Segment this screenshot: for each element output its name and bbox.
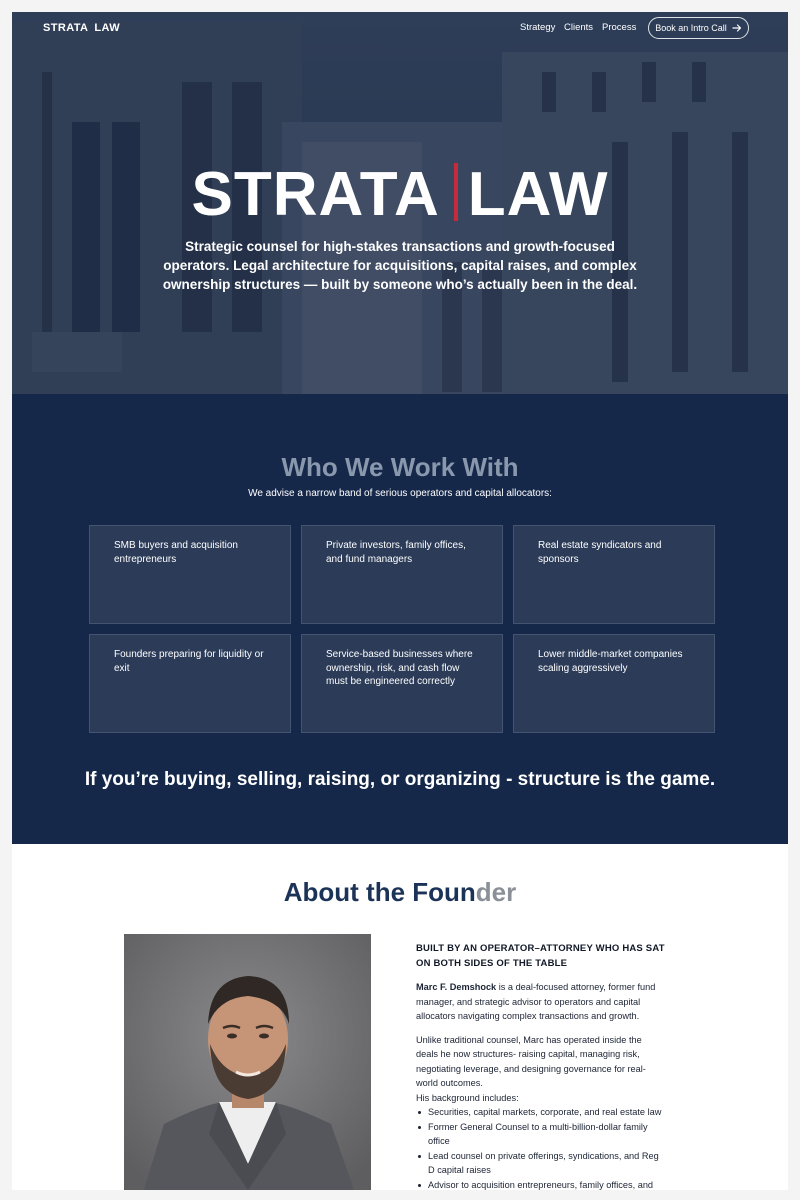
client-card: Founders preparing for liquidity or exit bbox=[89, 634, 291, 733]
about-title-fade: der bbox=[475, 877, 517, 907]
about-founder-section bbox=[12, 844, 788, 1190]
founder-photo bbox=[124, 934, 371, 1190]
who-subtitle: We advise a narrow band of serious operators and capital allocators: bbox=[248, 488, 552, 499]
nav-link-clients[interactable]: Clients bbox=[564, 22, 594, 33]
arrow-right-icon bbox=[732, 23, 742, 33]
about-intro bbox=[416, 980, 666, 1024]
hero-title-divider bbox=[454, 163, 458, 221]
nav-link-strategy[interactable]: Strategy bbox=[520, 22, 556, 33]
hero-title-left: STRATA bbox=[191, 160, 440, 229]
nav-link-process[interactable]: Process bbox=[602, 22, 637, 33]
book-intro-call-button[interactable] bbox=[648, 17, 749, 39]
about-title bbox=[12, 877, 788, 908]
hero-logo-title bbox=[12, 162, 788, 228]
structure-tagline: If you’re buying, selling, raising, or organizing - structure is the game. bbox=[84, 769, 716, 790]
who-we-work-with-section bbox=[12, 394, 788, 844]
about-title-main: About the Foun bbox=[283, 877, 476, 907]
background-list bbox=[416, 1105, 666, 1190]
nav-logo[interactable] bbox=[43, 22, 120, 34]
about-paragraph: Unlike traditional counsel, Marc has operated inside the deals he now structures- raising capital, managing risk, negotiating leverage, and designing governance for real-world outcomes. bbox=[416, 1034, 646, 1088]
nav-logo-left: STRATA bbox=[43, 22, 89, 34]
client-card: Lower middle-market companies scaling aggressively bbox=[513, 634, 715, 733]
top-nav bbox=[12, 12, 788, 46]
page-frame bbox=[12, 12, 788, 1190]
hero-subtitle: Strategic counsel for high-stakes transactions and growth-focused operators. Legal architecture for acquisitions, capital raises, and complex ownership structures — built by someone who’s actually been in the deal. bbox=[162, 239, 638, 292]
list-item: Former General Counsel to a multi-billion-dollar family office bbox=[416, 1120, 666, 1149]
client-card: Service-based businesses where ownership, risk, and cash flow must be engineered correctly bbox=[301, 634, 503, 733]
founder-name: Marc F. Demshock bbox=[416, 982, 497, 992]
background-label: His background includes: bbox=[416, 1092, 519, 1103]
about-intro-rest: is a deal-focused attorney, former fund manager, and strategic advisor to operators and capital allocators navigating complex transactions and growth. bbox=[416, 982, 656, 1021]
client-card: SMB buyers and acquisition entrepreneurs bbox=[89, 525, 291, 624]
list-item: Lead counsel on private offerings, syndications, and Reg D capital raises bbox=[416, 1149, 666, 1178]
hero-section bbox=[12, 12, 788, 394]
about-heading: BUILT BY AN OPERATOR–ATTORNEY WHO HAS SAT ON BOTH SIDES OF THE TABLE bbox=[416, 943, 665, 969]
founder-portrait bbox=[124, 934, 371, 1190]
book-intro-call-label: Book an Intro Call bbox=[655, 23, 727, 33]
list-item: Securities, capital markets, corporate, and real estate law bbox=[416, 1105, 666, 1120]
who-title: Who We Work With bbox=[281, 452, 519, 482]
hero-title-right: LAW bbox=[467, 160, 609, 229]
nav-logo-right: LAW bbox=[94, 22, 121, 34]
client-card: Private investors, family offices, and fund managers bbox=[301, 525, 503, 624]
client-card: Real estate syndicators and sponsors bbox=[513, 525, 715, 624]
about-text bbox=[416, 941, 666, 1190]
list-item: Advisor to acquisition entrepreneurs, family offices, and bbox=[416, 1178, 666, 1191]
